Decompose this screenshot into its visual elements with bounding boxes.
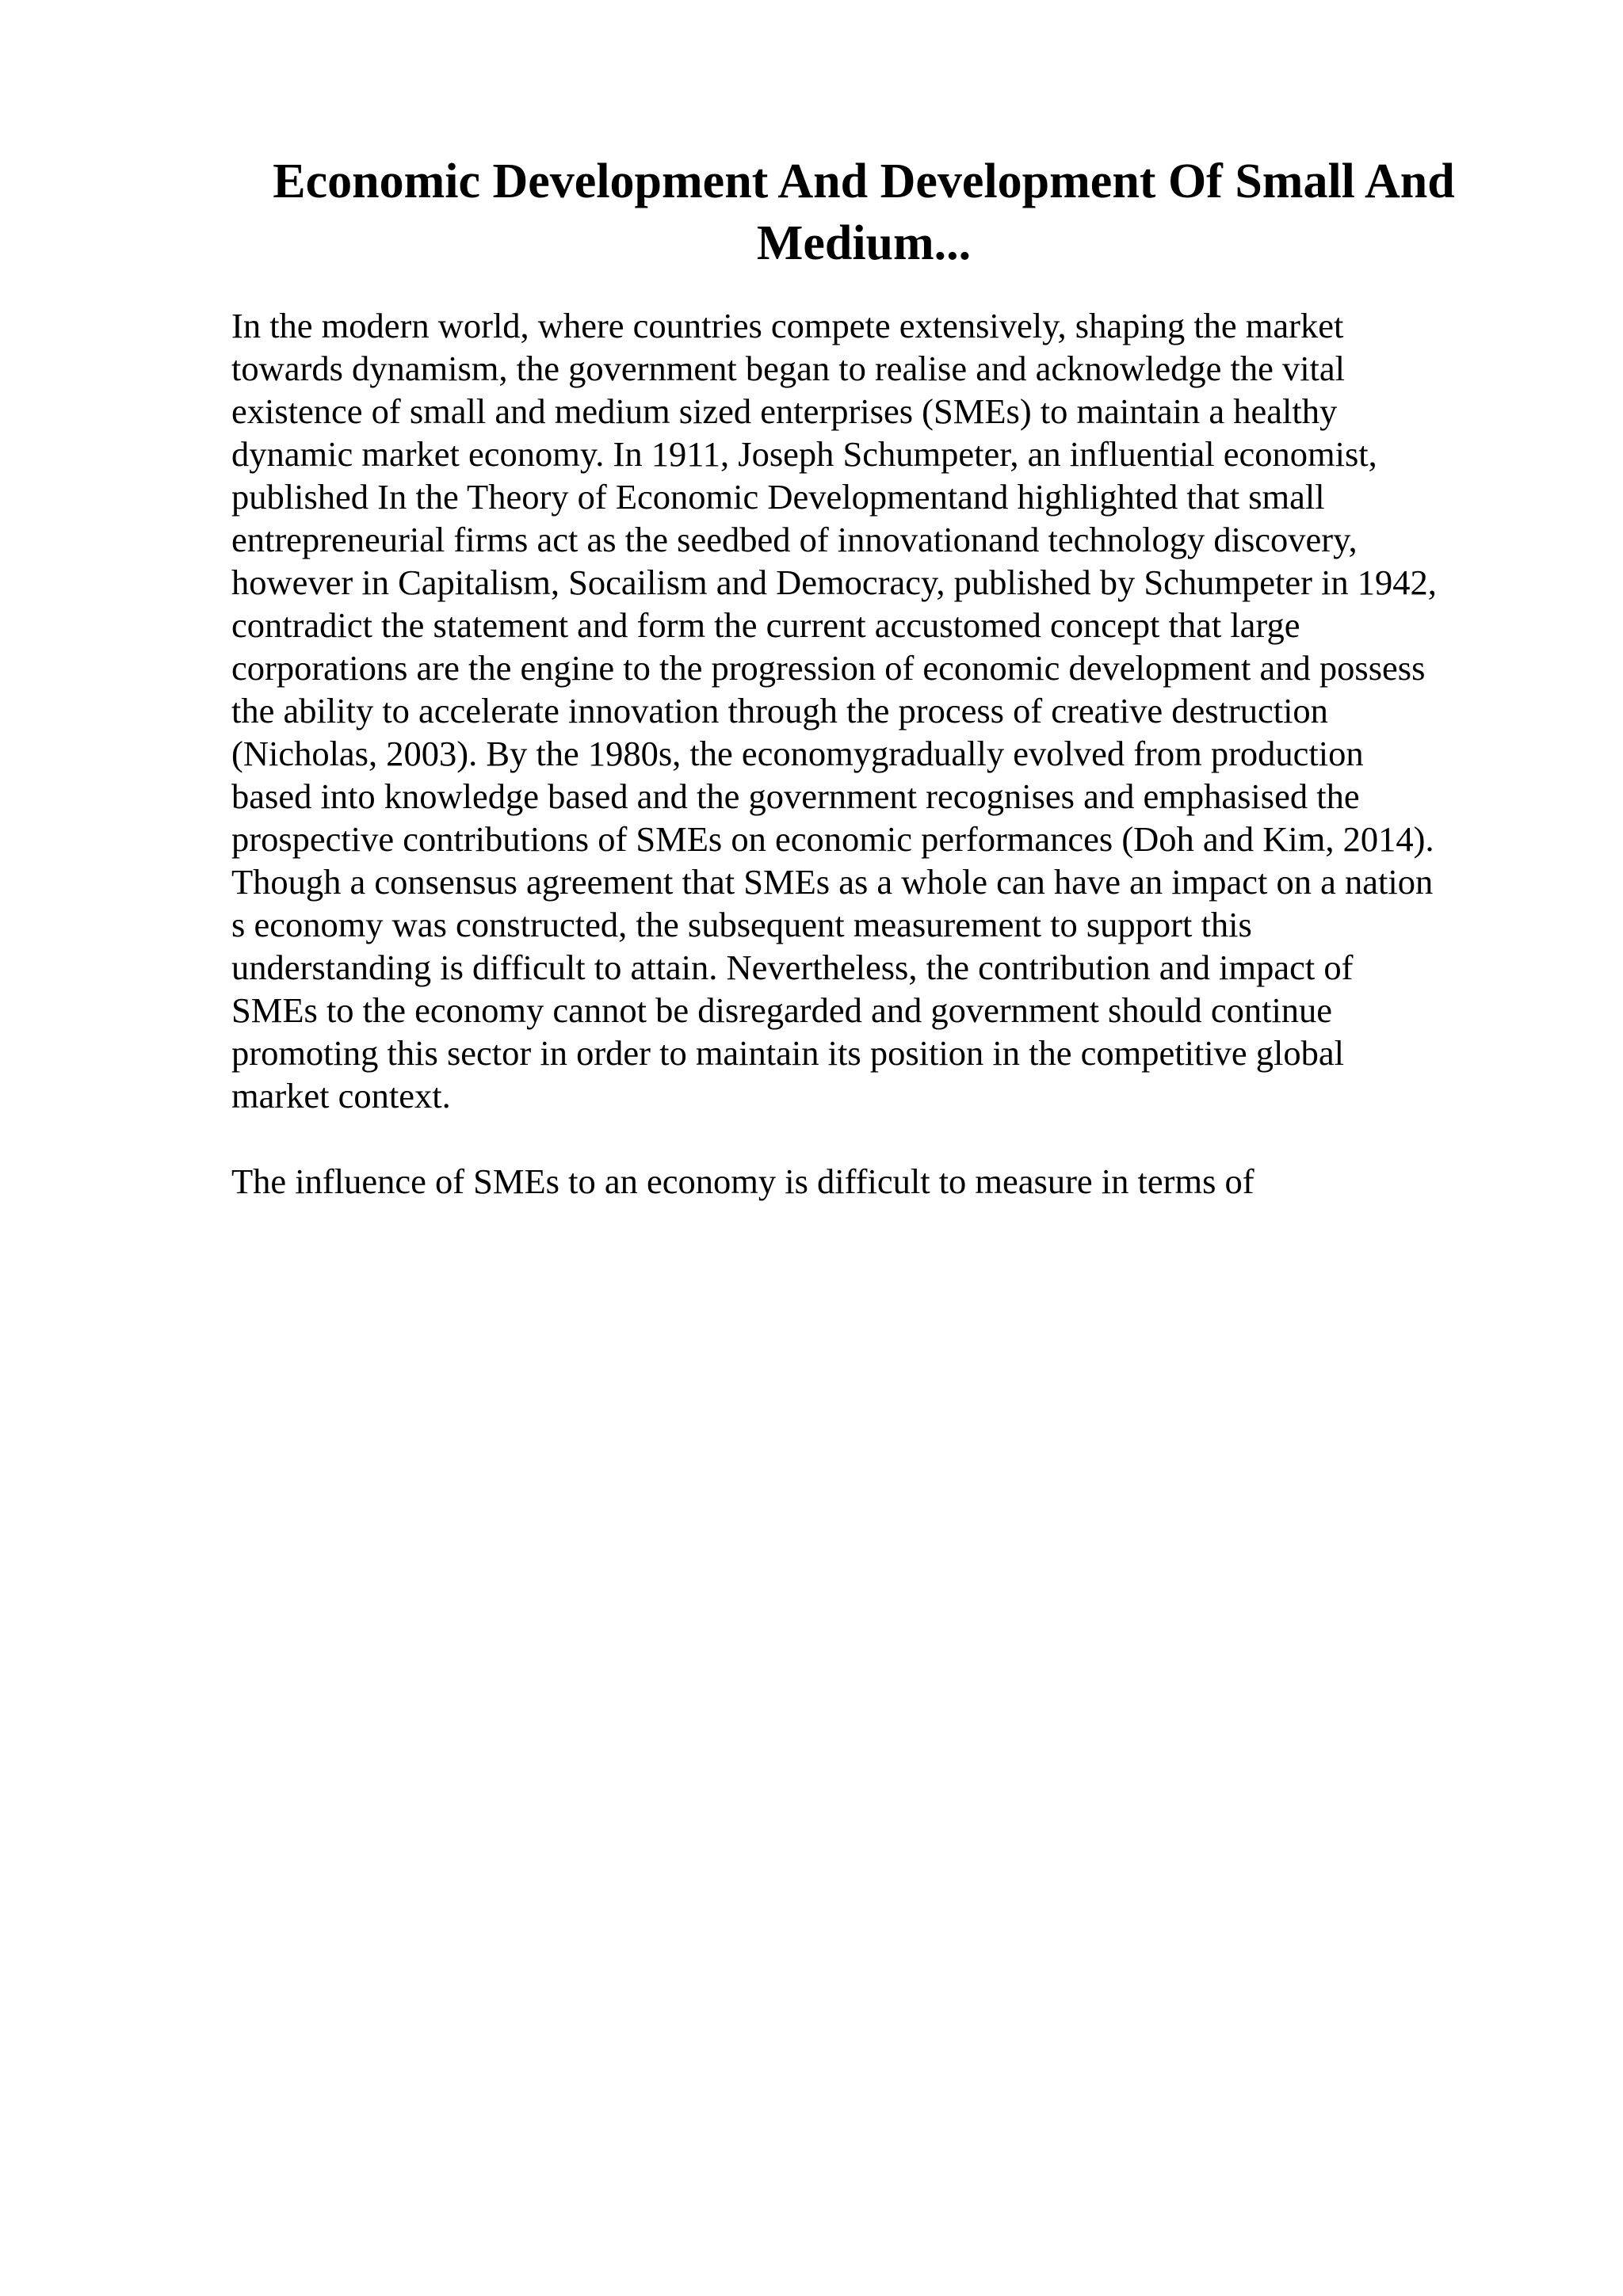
paragraph-line: Though a consensus agreement that SMEs as a whole can have an impact on a nation [231, 862, 1434, 902]
title-line-1: Economic Development And Development Of Small And [273, 154, 1455, 208]
title-line-2: Medium... [756, 216, 972, 270]
paragraph-line: entrepreneurial firms act as the seedbed of innovationand technology discovery, [231, 520, 1358, 559]
paragraph-line: existence of small and medium sized enterprises (SMEs) to maintain a healthy [231, 391, 1338, 431]
paragraph-line: s economy was constructed, the subsequent measurement to support this [231, 905, 1252, 944]
paragraph-line: understanding is difficult to attain. Nevertheless, the contribution and impact of [231, 948, 1354, 987]
paragraph-line: (Nicholas, 2003). By the 1980s, the economygradually evolved from production [231, 734, 1364, 773]
paragraph-line: published In the Theory of Economic Developmentand highlighted that small [231, 477, 1325, 517]
paragraph-line: promoting this sector in order to maintain its position in the competitive global [231, 1033, 1345, 1073]
paragraph-line: prospective contributions of SMEs on economic performances (Doh and Kim, 2014). [231, 819, 1434, 859]
paragraph-line: corporations are the engine to the progression of economic development and possess [231, 648, 1426, 688]
paragraph-line: In the modern world, where countries compete extensively, shaping the market [231, 306, 1344, 345]
paragraph-line: contradict the statement and form the current accustomed concept that large [231, 605, 1300, 645]
paragraph-line: SMEs to the economy cannot be disregarded and government should continue [231, 990, 1333, 1030]
paragraph-line: The influence of SMEs to an economy is difficult to measure in terms of [231, 1161, 1254, 1201]
paragraph-line: the ability to accelerate innovation through the process of creative destruction [231, 691, 1328, 730]
paragraph-line: however in Capitalism, Socailism and Democracy, published by Schumpeter in 1942, [231, 563, 1437, 602]
paragraph-line: market context. [231, 1076, 451, 1116]
document-title [230, 151, 1498, 274]
paragraph-line: based into knowledge based and the government recognises and emphasised the [231, 776, 1360, 816]
paragraph-line: dynamic market economy. In 1911, Joseph Schumpeter, an influential economist, [231, 434, 1377, 474]
paragraph-line: towards dynamism, the government began to realise and acknowledge the vital [231, 349, 1346, 388]
